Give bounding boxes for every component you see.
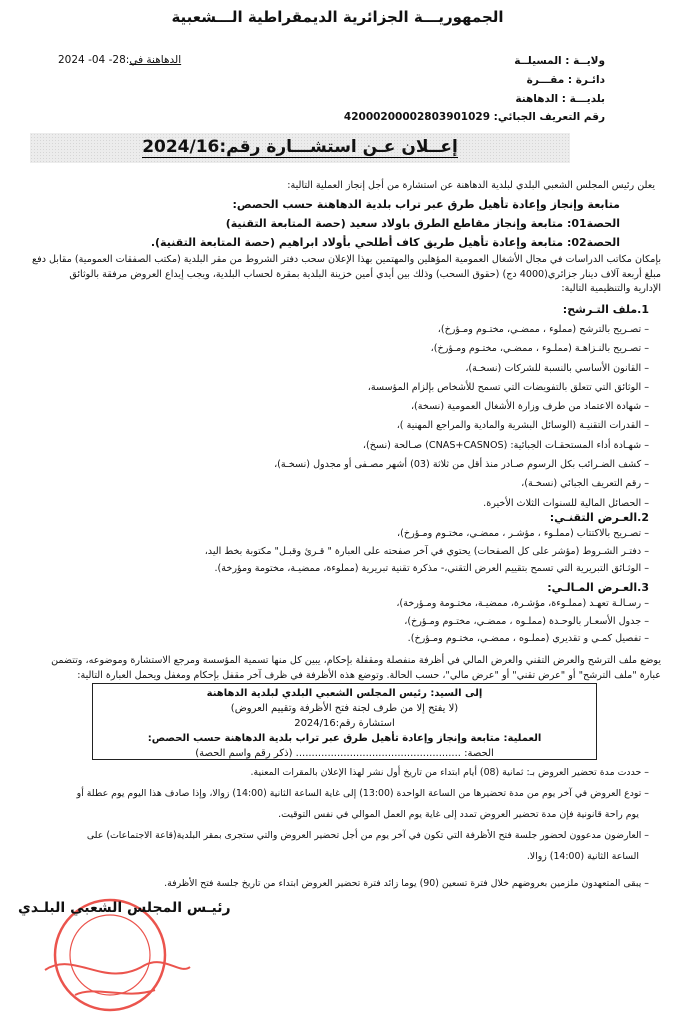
list-item: – دفتـر الشـروط (مؤشر على كل الصفحات) يحتوي في آخر صفحته على العبارة " قـرئ وقبـل" مكتوبة بخط اليد، xyxy=(205,543,649,561)
term-text: يبقى المتعهدون ملزمين بعروضهم خلال فترة تسعين (90) يوما زائد فترة تحضير العروض ابتداء من تاريخ جلسة فتح الأظرفة. xyxy=(164,878,642,889)
list-item: – تصـريح بالنـزاهـة (مملـوء ، ممضـي، مختـوم ومـؤرخ)، xyxy=(274,339,649,358)
list-item: – جدول الأسعـار بالوحـدة (مملـوه ، ممضـي، مختـوم ومـؤرخ)، xyxy=(396,613,649,631)
announcement-title-text: إعــلان عـن استشـــارة رقم:2024/16 xyxy=(142,137,458,157)
signature-scribble xyxy=(45,962,190,973)
tax-id: رقم التعريف الجبائي: 42000200002803901029 xyxy=(343,111,605,123)
term-item: – العارضون مدعوون لحضور جلسة فتح الأظرفة التي تكون في آخر يوم من أجل تحضير العروض والتي ستجرى بمقر البلدية(قاعة الاجتماعات) على الساعة الثانية (14:00) زوالا. xyxy=(86,830,649,862)
intro: يعلن رئيس المجلس الشعبي البلدي لبلدية الدهاهنة عن استشارة من أجل إنجاز العملية التالية: xyxy=(287,180,655,191)
date-value: :28- 04- 2024 xyxy=(58,54,130,66)
baladia: بلديـــة : الدهاهنة xyxy=(515,93,605,105)
list-item: – الحصائل المالية للسنوات الثلاث الأخيرة. xyxy=(274,494,649,513)
list-item: – تفصيل كمـي و تقديري (مملـوه ، ممضـي، مختـوم ومـؤرخ). xyxy=(396,630,649,648)
list-item: – القانون الأساسي بالنسبة للشركات (نسخـة)، xyxy=(274,359,649,378)
paragraph-line: يوضع ملف الترشح والعرض التقني والعرض المالي في أظرفة منفصلة ومقفلة بإحكام، يبين كل منها تسمية المؤسسة ومرجع الاستشارة وموضوعه، وتتضمن xyxy=(51,655,661,666)
envelope-operation: العملية: متابعة وإنجاز وإعادة تأهيل طرق عبر تراب بلدية الدهاهنة حسب الحصص: xyxy=(147,733,542,744)
date-line xyxy=(58,54,181,66)
term-text: حددت مدة تحضير العروض بـ: ثمانية (08) أيام ابتداء من تاريخ أول نشر لهذا الإعلان بالمقرات المعنية. xyxy=(250,767,642,778)
withdrawal-paragraph xyxy=(11,253,661,297)
stamp-outer-ring xyxy=(55,900,165,1010)
list-item: – الوثائق التي تتعلق بالتفويضات التي تسمح للأشخاص بإلزام المؤسسة، xyxy=(274,378,649,397)
lot-1: الحصة01: متابعة وإنجاز مقاطع الطرق باولاد سعيد (حصة المتابعة التقنية) xyxy=(225,217,620,230)
operation-block xyxy=(151,195,620,252)
stamp-inner-ring xyxy=(70,915,150,995)
list-item: – شهـادة أداء المستحقـات الجبائية: (CNAS+CASNOS) صـالحة (نسخ)، xyxy=(274,436,649,455)
date-label: الدهاهنة في xyxy=(129,54,182,66)
list-item: – تصـريح بالترشح (مملوء ، ممضـي، مختـوم ومـؤرخ)، xyxy=(274,320,649,339)
section-title: 2.العـرض التقنـي: xyxy=(549,511,649,524)
term-text: الساعة الثانية (14:00) زوالا. xyxy=(526,851,639,862)
section-candidacy xyxy=(274,303,649,513)
signature-title: رئيـس المجلس الشعبي البلـدي xyxy=(18,900,231,916)
terms-list xyxy=(9,762,649,894)
list-item: – الوثـائق التبريرية التي تسمح بتقييم العرض التقني،- مذكرة تقنية تبريرية (مملوءة، ممضيـة، مختومة ومؤرخة). xyxy=(205,560,649,578)
term-item: – حددت مدة تحضير العروض بـ: ثمانية (08) أيام ابتداء من تاريخ أول نشر لهذا الإعلان بالمقرات المعنية. xyxy=(250,767,649,778)
term-text: العارضون مدعوون لحضور جلسة فتح الأظرفة التي تكون في آخر يوم من أجل تحضير العروض والتي ستجرى بمقر البلدية(قاعة الاجتماعات) على xyxy=(86,830,642,841)
envelope-label-box xyxy=(92,683,597,760)
republic-heading: الجمهوريـــة الجزائرية الديمقراطية الـــشعبية xyxy=(171,8,504,26)
section-technical xyxy=(205,511,649,578)
list-item: – رقم التعريف الجبائي (نسخـة)، xyxy=(274,474,649,493)
paragraph-line: مبلغ أربعة آلاف دينار جزائري(4000 دج) (حقوق السحب) وذلك بين أيدي أمين خزينة البلدية بمقرة لحساب البلدية، ويجب إيداع العروض مرفقة بالوثائق xyxy=(69,268,661,280)
section-title: 3.العـرض المـالـي: xyxy=(547,581,649,594)
term-text: تودع العروض في آخر يوم من مدة تحضيرها من الساعة الواحدة (13:00) إلى غاية الساعة الثانية (14:00) زوالا، وإذا صادف هذا اليوم يوم عطلة أو xyxy=(76,788,642,799)
paragraph-line: الإدارية والتنظيمية التالية: xyxy=(561,283,661,294)
term-item: – تودع العروض في آخر يوم من مدة تحضيرها من الساعة الواحدة (13:00) إلى غاية الساعة الثانية (14:00) زوالا، وإذا صادف هذا اليوم يوم عطلة أو يوم راحة قانونية فإن مدة تحضير العروض تمدد إلى غاية يوم العمل الموالي في نفس التوقيت. xyxy=(76,788,649,820)
wilaya: ولايــة : المسيلــة xyxy=(514,55,605,67)
envelope-paragraph xyxy=(11,653,661,683)
list-item: – تصـريح بالاكتتاب (مملـوء ، مؤشـر ، ممضـي، مختـوم ومـؤرخ)، xyxy=(205,525,649,543)
envelope-lot: الحصة: .................................................... (ذكر رقم واسم الحصة) xyxy=(195,748,494,759)
term-text: يوم راحة قانونية فإن مدة تحضير العروض تمدد إلى غاية يوم العمل الموالي في نفس التوقيت. xyxy=(278,809,639,820)
lot-2: الحصة02: متابعة وإعادة تأهيل طريق كاف أطلحي بأولاد ابراهيم (حصة المتابعة التقنية). xyxy=(150,236,620,249)
term-item: – يبقى المتعهدون ملزمين بعروضهم خلال فترة تسعين (90) يوما زائد فترة تحضير العروض ابتداء من تاريخ جلسة فتح الأظرفة. xyxy=(164,878,649,889)
list-item: – كشف الضـرائب بكل الرسوم صـادر منذ أقل من ثلاثة (03) أشهر مصـفى أو مجدول (نسخـة)، xyxy=(274,455,649,474)
list-item: – شهادة الاعتماد من طرف وزارة الأشغال العمومية (نسخة)، xyxy=(274,397,649,416)
list-item: – القدرات التقنيـة (الوسائل البشرية والمادية والمراجع المهنية )، xyxy=(274,416,649,435)
section-financial xyxy=(396,581,649,648)
list-item: – رسـالـة تعهـد (مملـوءة، مؤشـرة، ممضيـة، مختـومة ومـؤرخة)، xyxy=(396,595,649,613)
paragraph-line: عبارة "ملف الترشح" أو "عرض تقني" أو "عرض مالي"، حسب الحالة. وتوضع هذه الأظرفة في ظرف آخر مقفل بإحكام ومغفل ويحمل العبارة التالية: xyxy=(77,670,661,681)
paragraph-line: بإمكان مكاتب الدراسات في مجال الأشغال العمومية المؤهلين والمهتمين بهذا الإعلان سحب دفتر الشروط من مقر البلدية (مكتب الصفقات العمومية) مقابل دفع xyxy=(32,254,661,265)
envelope-consultation: استشارة رقم:2024/16 xyxy=(294,718,395,729)
daira: دائـرة : مقـــرة xyxy=(526,74,605,86)
announcement-title xyxy=(30,137,570,157)
envelope-notice: (لا يفتح إلا من طرف لجنة فتح الأظرفة وتقييم العروض) xyxy=(230,703,459,714)
section-title: 1.ملف التـرشح: xyxy=(562,303,649,316)
operation-title: متابعة وإنجاز وإعادة تأهيل طرق عبر تراب بلدية الدهاهنة حسب الحصص: xyxy=(232,198,620,211)
envelope-recipient: إلى السيد: رئيس المجلس الشعبي البلدي لبلدية الدهاهنة xyxy=(206,688,483,699)
